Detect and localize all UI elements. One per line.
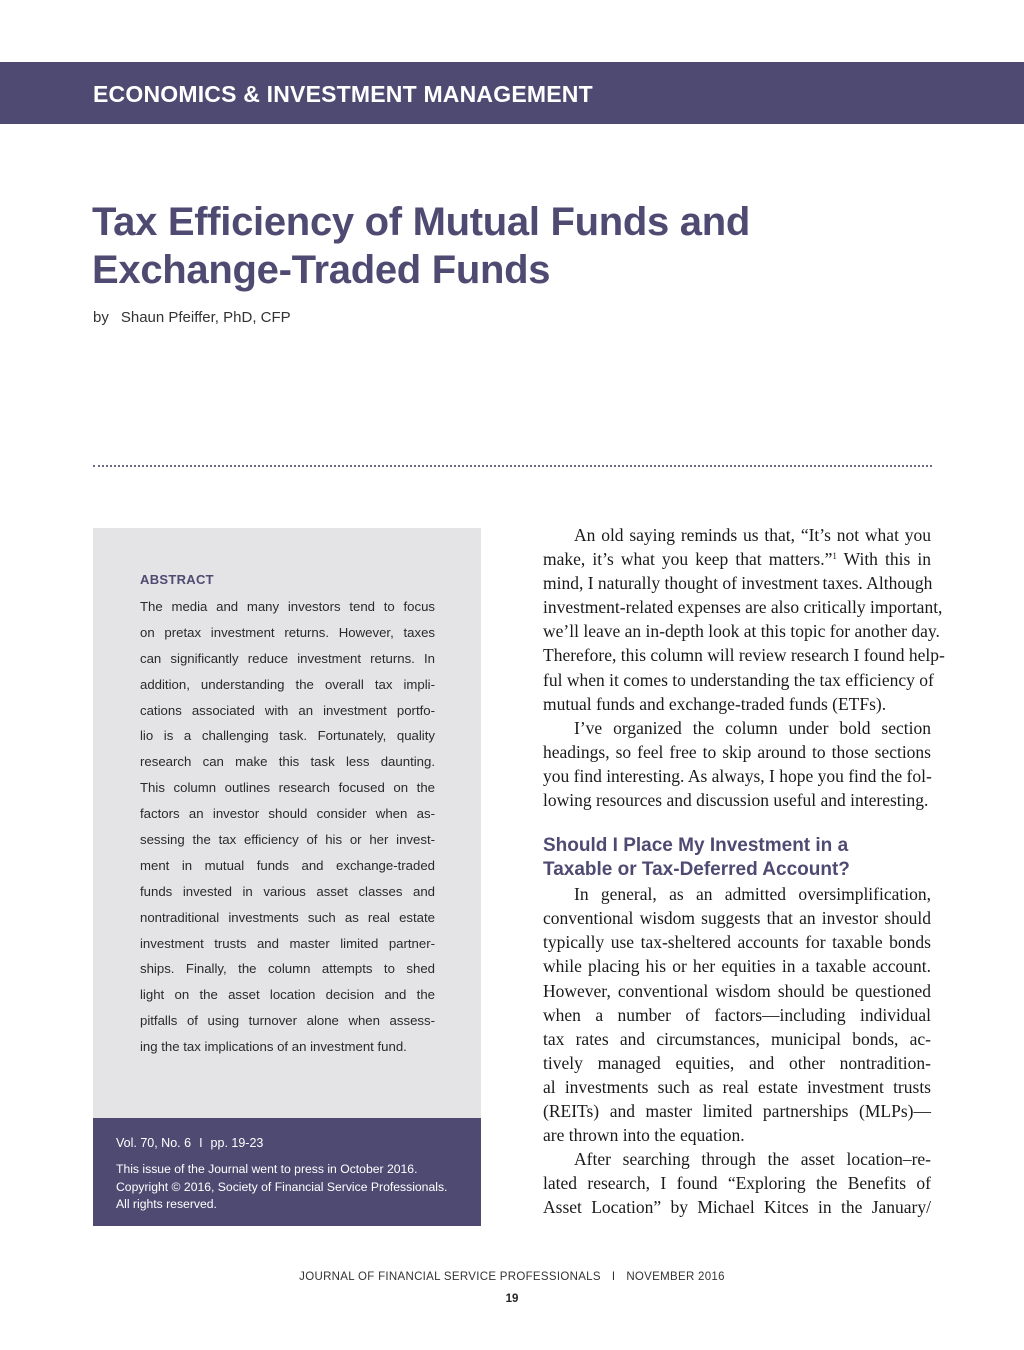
body-line: An old saying reminds us that, “It’s not what you — [574, 525, 931, 545]
footnote-marker: 1 — [832, 551, 837, 562]
volume: Vol. 70, No. 6 — [116, 1136, 192, 1150]
abstract-text — [140, 594, 435, 1060]
body-line: Therefore, this column will review research I found help- — [543, 645, 945, 666]
pages: pp. 19-23 — [210, 1136, 264, 1150]
body-text: With this in — [836, 549, 931, 570]
body-line: ful when it comes to understanding the tax efficiency of — [543, 669, 934, 690]
abstract-box — [93, 528, 481, 1118]
body-line: mutual funds and exchange-traded funds (ETFs). — [543, 693, 887, 714]
byline — [93, 309, 291, 327]
section-heading-line: Taxable or Tax-Deferred Account? — [543, 859, 850, 881]
body-line: investment-related expenses are also critically important, — [543, 597, 943, 618]
body-line: lated research, I found “Exploring the Benefits of — [543, 1173, 931, 1194]
abstract-line: sessing the tax efficiency of his or her invest- — [140, 832, 435, 848]
body-line: (REITs) and master limited partnerships (MLPs)— — [543, 1100, 931, 1121]
body-line: However, conventional wisdom should be questioned — [543, 980, 931, 1001]
issue-info-box — [93, 1118, 481, 1226]
abstract-line: lio is a challenging task. Fortunately, quality — [140, 728, 435, 744]
body-line: Asset Location” by Michael Kitces in the January/ — [543, 1197, 931, 1218]
volume-line — [116, 1135, 263, 1151]
body-line: when a number of factors—including individual — [543, 1004, 931, 1025]
abstract-heading: ABSTRACT — [140, 572, 214, 587]
body-line: mind, I naturally thought of investment taxes. Although — [543, 573, 933, 594]
body-line: After searching through the asset location–re- — [574, 1149, 931, 1170]
abstract-line: light on the asset location decision and the — [140, 987, 435, 1003]
body-line — [543, 547, 931, 571]
body-line: al investments such as real estate investment trusts — [543, 1076, 931, 1097]
abstract-line: pitfalls of using turnover alone when assess- — [140, 1013, 435, 1029]
issue-date: NOVEMBER 2016 — [626, 1271, 725, 1283]
footer-separator: I — [611, 1271, 616, 1283]
dotted-divider — [93, 465, 932, 467]
abstract-line: This column outlines research focused on the — [140, 780, 435, 796]
body-line: headings, so feel free to skip around to those sections — [543, 741, 931, 762]
body-line: while placing his or her equities in a taxable account. — [543, 956, 931, 977]
abstract-line: ships. Finally, the column attempts to shed — [140, 961, 435, 977]
abstract-line: cations associated with an investment portfo- — [140, 702, 435, 718]
abstract-line: nontraditional investments such as real estate — [140, 909, 435, 925]
body-line: I’ve organized the column under bold section — [574, 717, 931, 738]
body-line: we’ll leave an in-depth look at this topic for another day. — [543, 621, 940, 642]
section-heading — [543, 834, 931, 882]
separator: I — [199, 1136, 203, 1150]
abstract-line: on pretax investment returns. However, taxes — [140, 624, 435, 640]
author-name: Shaun Pfeiffer, PhD, CFP — [120, 309, 291, 326]
abstract-line: ment in mutual funds and exchange-traded — [140, 857, 435, 873]
article-body — [543, 523, 945, 1219]
body-line: are thrown into the equation. — [543, 1125, 745, 1146]
byline-prefix: by — [93, 309, 109, 326]
press-note — [116, 1161, 476, 1214]
press-line: All rights reserved. — [116, 1197, 217, 1211]
abstract-line: can significantly reduce investment returns. In — [140, 650, 435, 666]
body-line: you find interesting. As always, I hope you find the fol- — [543, 765, 932, 786]
body-text: make, it’s what you keep that matters.” — [543, 549, 833, 570]
section-label: ECONOMICS & INVESTMENT MANAGEMENT — [93, 81, 593, 107]
body-line: lowing resources and discussion useful and interesting. — [543, 790, 929, 811]
body-line: tax rates and circumstances, municipal bonds, ac- — [543, 1028, 931, 1049]
press-line: This issue of the Journal went to press in October 2016. — [116, 1162, 418, 1176]
running-footer — [0, 1270, 1024, 1284]
abstract-line: investment trusts and master limited partner- — [140, 935, 435, 951]
abstract-line: research can make this task less daunting. — [140, 754, 435, 770]
press-line: Copyright © 2016, Society of Financial Service Professionals. — [116, 1179, 448, 1194]
article-title — [92, 198, 892, 294]
section-heading-line: Should I Place My Investment in a — [543, 835, 849, 857]
body-line: In general, as an admitted oversimplification, — [574, 884, 931, 905]
abstract-line: funds invested in various asset classes and — [140, 883, 435, 899]
body-line: conventional wisdom suggests that an investor should — [543, 908, 931, 929]
section-band — [0, 62, 1024, 124]
title-line: Exchange-Traded Funds — [92, 248, 551, 292]
abstract-line: factors an investor should consider when as- — [140, 806, 435, 822]
page-number: 19 — [505, 1293, 519, 1305]
abstract-line: The media and many investors tend to focus — [140, 599, 435, 614]
title-line: Tax Efficiency of Mutual Funds and — [92, 200, 751, 244]
abstract-line: ing the tax implications of an investment fund. — [140, 1039, 407, 1055]
abstract-line: addition, understanding the overall tax impli- — [140, 676, 435, 692]
body-line: tively managed equities, and other nontradition- — [543, 1052, 931, 1073]
body-line: typically use tax-sheltered accounts for taxable bonds — [543, 932, 931, 953]
journal-name: JOURNAL OF FINANCIAL SERVICE PROFESSIONALS — [299, 1271, 601, 1283]
spacer — [543, 812, 931, 834]
